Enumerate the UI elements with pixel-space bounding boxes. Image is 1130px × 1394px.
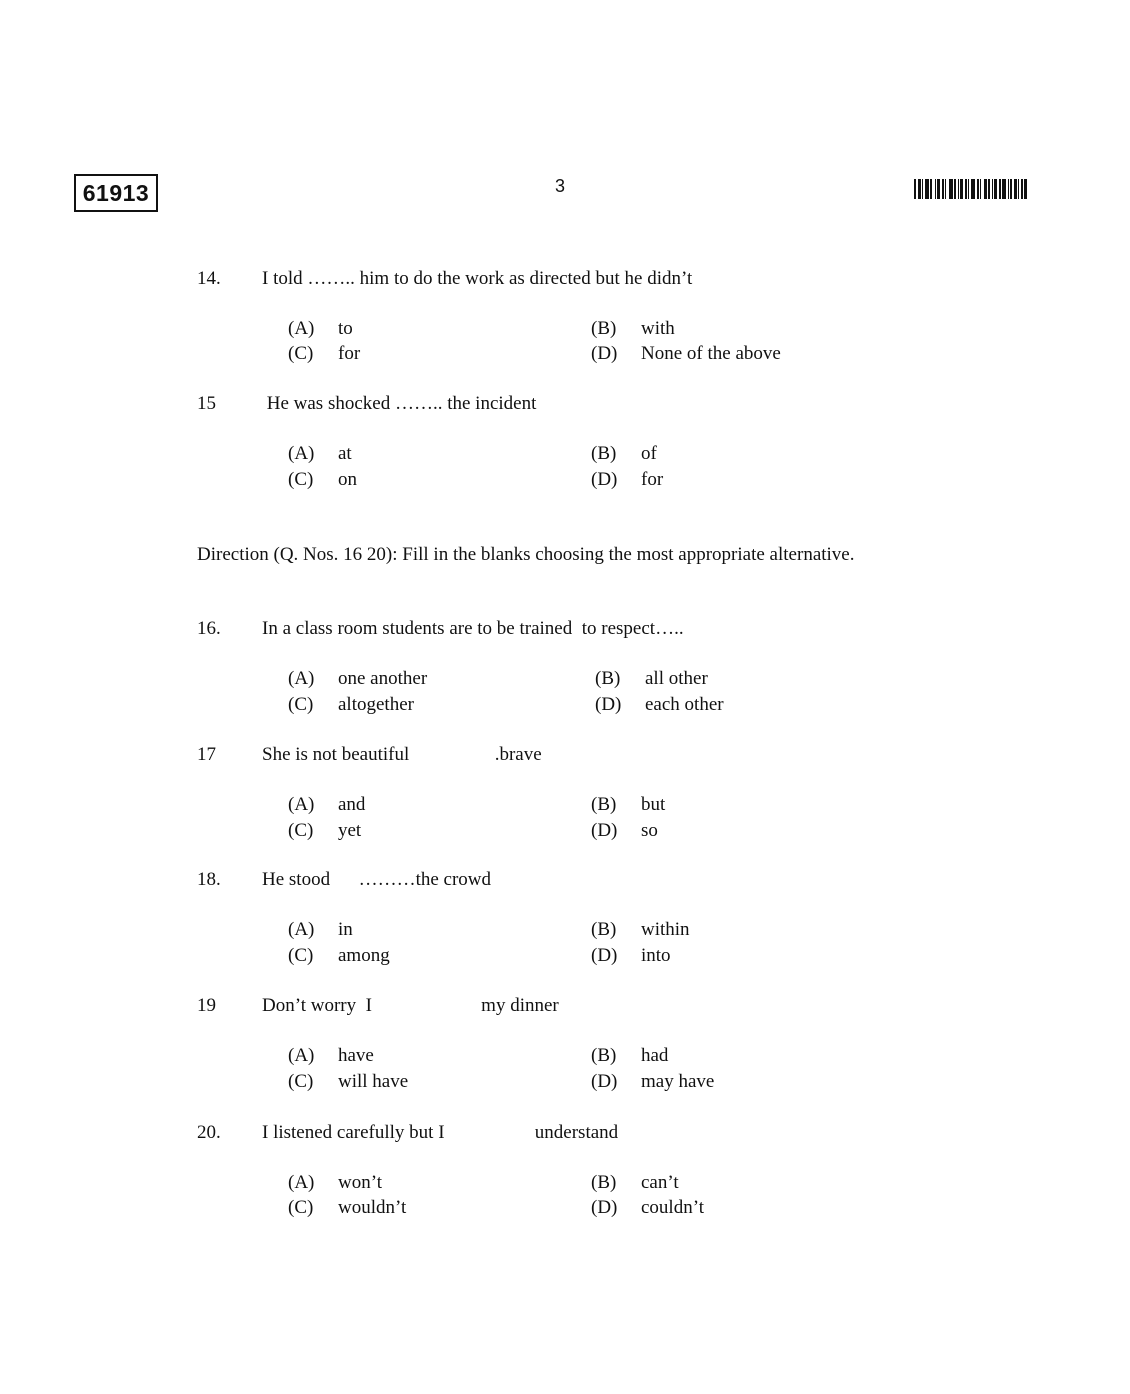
question-number: 15 xyxy=(197,393,216,414)
option-text: into xyxy=(641,945,671,966)
option-c xyxy=(288,343,360,365)
option-d xyxy=(591,945,671,967)
option-label: (A) xyxy=(288,1172,315,1193)
option-label: (C) xyxy=(288,343,314,364)
option-text: will have xyxy=(338,1071,409,1092)
option-b xyxy=(591,919,690,941)
option-label: (A) xyxy=(288,794,315,815)
option-d xyxy=(591,820,658,842)
option-label: (D) xyxy=(595,694,622,715)
option-label: (A) xyxy=(288,668,315,689)
option-text: have xyxy=(338,1045,374,1066)
option-text: can’t xyxy=(641,1172,679,1193)
option-text: wouldn’t xyxy=(338,1197,407,1218)
question-number: 20. xyxy=(197,1122,221,1143)
option-d xyxy=(595,694,724,716)
option-text: and xyxy=(338,794,366,815)
option-label: (B) xyxy=(591,1045,617,1066)
barcode-icon xyxy=(914,179,1027,199)
option-text: so xyxy=(641,820,658,841)
option-d xyxy=(591,343,781,365)
option-c xyxy=(288,1197,406,1219)
option-label: (B) xyxy=(591,1172,617,1193)
option-label: (D) xyxy=(591,469,618,490)
option-label: (A) xyxy=(288,1045,315,1066)
option-c xyxy=(288,820,361,842)
option-a xyxy=(288,318,353,340)
option-text: on xyxy=(338,469,357,490)
option-label: (C) xyxy=(288,945,314,966)
question-text: He stood ………the crowd xyxy=(262,869,492,890)
option-text: None of the above xyxy=(641,343,781,364)
question-text: In a class room students are to be trained to respect….. xyxy=(262,618,684,639)
option-a xyxy=(288,1172,382,1194)
option-label: (C) xyxy=(288,820,314,841)
option-text: altogether xyxy=(338,694,414,715)
option-b xyxy=(591,1172,679,1194)
option-label: (D) xyxy=(591,945,618,966)
option-text: with xyxy=(641,318,675,339)
option-label: (B) xyxy=(591,794,617,815)
option-c xyxy=(288,945,390,967)
question-text: I listened carefully but I understand xyxy=(262,1122,619,1143)
option-label: (D) xyxy=(591,343,618,364)
option-text: but xyxy=(641,794,666,815)
option-a xyxy=(288,794,365,816)
option-a xyxy=(288,1045,374,1067)
option-text: one another xyxy=(338,668,428,689)
direction-heading: Direction (Q. Nos. 16 20): xyxy=(197,544,398,565)
option-a xyxy=(288,443,352,465)
option-text: won’t xyxy=(338,1172,382,1193)
direction-block xyxy=(197,542,917,567)
option-label: (B) xyxy=(591,919,617,940)
question-text: I told …….. him to do the work as directed but he didn’t xyxy=(262,268,693,289)
direction-text: Fill in the blanks choosing the most appropriate alternative. xyxy=(402,544,855,565)
option-text: at xyxy=(338,443,352,464)
option-text: within xyxy=(641,919,690,940)
option-c xyxy=(288,469,357,491)
option-text: for xyxy=(641,469,664,490)
option-c xyxy=(288,694,414,716)
option-label: (B) xyxy=(595,668,621,689)
option-label: (C) xyxy=(288,1197,314,1218)
page-number: 3 xyxy=(554,176,565,196)
option-label: (D) xyxy=(591,820,618,841)
option-text: had xyxy=(641,1045,669,1066)
option-label: (A) xyxy=(288,318,315,339)
option-label: (C) xyxy=(288,694,314,715)
option-text: yet xyxy=(338,820,362,841)
option-text: among xyxy=(338,945,390,966)
option-b xyxy=(591,443,657,465)
option-b xyxy=(591,1045,668,1067)
paper-code: 61913 xyxy=(74,174,158,212)
option-label: (D) xyxy=(591,1197,618,1218)
option-label: (A) xyxy=(288,919,315,940)
option-label: (A) xyxy=(288,443,315,464)
question-number: 16. xyxy=(197,618,221,639)
option-text: each other xyxy=(645,694,724,715)
question-number: 14. xyxy=(197,268,221,289)
option-b xyxy=(591,794,665,816)
option-text: may have xyxy=(641,1071,715,1092)
option-text: for xyxy=(338,343,361,364)
option-d xyxy=(591,469,663,491)
question-text: She is not beautiful .brave xyxy=(262,744,542,765)
option-text: in xyxy=(338,919,353,940)
option-b xyxy=(591,318,675,340)
option-d xyxy=(591,1197,704,1219)
option-label: (B) xyxy=(591,318,617,339)
question-number: 19 xyxy=(197,995,216,1016)
option-label: (C) xyxy=(288,1071,314,1092)
question-text: Don’t worry I my dinner xyxy=(262,995,559,1016)
question-text: He was shocked …….. the incident xyxy=(262,393,537,414)
option-label: (D) xyxy=(591,1071,618,1092)
option-text: of xyxy=(641,443,657,464)
option-c xyxy=(288,1071,408,1093)
question-number: 18. xyxy=(197,869,221,890)
option-text: to xyxy=(338,318,353,339)
option-b xyxy=(595,668,708,690)
option-label: (B) xyxy=(591,443,617,464)
option-label: (C) xyxy=(288,469,314,490)
option-text: all other xyxy=(645,668,708,689)
option-text: couldn’t xyxy=(641,1197,704,1218)
question-number: 17 xyxy=(197,744,216,765)
option-d xyxy=(591,1071,714,1093)
option-a xyxy=(288,919,353,941)
option-a xyxy=(288,668,427,690)
